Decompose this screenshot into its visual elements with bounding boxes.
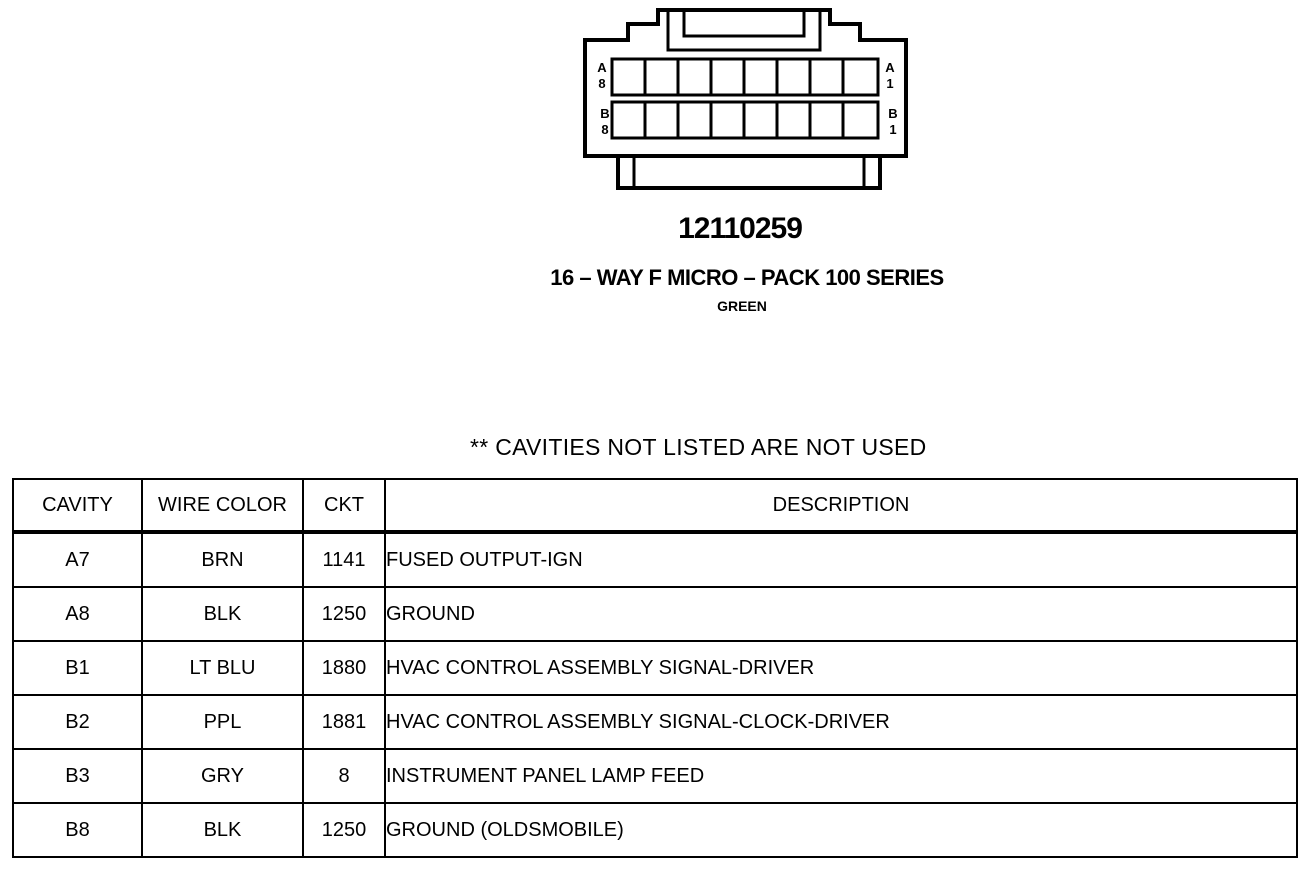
label-row-a-left-number: 8: [598, 76, 606, 91]
cell-cavity: B1: [13, 641, 142, 695]
cell-description: GROUND (OLDSMOBILE): [385, 803, 1297, 857]
label-row-b-left-letter: B: [600, 106, 610, 121]
cell-wire-color: BLK: [142, 803, 303, 857]
cell-ckt: 1141: [303, 532, 385, 587]
header-wire-color: WIRE COLOR: [142, 479, 303, 532]
cell-wire-color: BRN: [142, 532, 303, 587]
cell-ckt: 1880: [303, 641, 385, 695]
cell-wire-color: LT BLU: [142, 641, 303, 695]
connector-bottom-key: [618, 156, 880, 188]
cell-cavity: A7: [13, 532, 142, 587]
cell-description: GROUND: [385, 587, 1297, 641]
table-row: [13, 695, 1297, 749]
cell-ckt: 1250: [303, 587, 385, 641]
cell-cavity: B2: [13, 695, 142, 749]
cell-cavity: B3: [13, 749, 142, 803]
connector-part-number: 12110259: [678, 212, 802, 245]
table-row: [13, 749, 1297, 803]
label-row-a-right-letter: A: [885, 60, 895, 75]
header-description: DESCRIPTION: [385, 479, 1297, 532]
label-row-b-right-letter: B: [888, 106, 898, 121]
cavity-row-b: [612, 102, 878, 138]
connector-description: 16 – WAY F MICRO – PACK 100 SERIES: [550, 265, 944, 290]
cell-ckt: 1250: [303, 803, 385, 857]
connector-lock-tab: [668, 10, 820, 50]
label-row-b-left-number: 8: [601, 122, 609, 137]
cell-cavity: A8: [13, 587, 142, 641]
label-row-a-left-letter: A: [597, 60, 607, 75]
cell-description: HVAC CONTROL ASSEMBLY SIGNAL-CLOCK-DRIVER: [385, 695, 1297, 749]
label-row-b-right-number: 1: [889, 122, 897, 137]
label-row-a-right-number: 1: [886, 76, 894, 91]
header-ckt: CKT: [303, 479, 385, 532]
cavity-row-a: [612, 59, 878, 95]
table-row: [13, 803, 1297, 857]
cell-cavity: B8: [13, 803, 142, 857]
unused-cavities-note: ** CAVITIES NOT LISTED ARE NOT USED: [470, 434, 927, 460]
connector-color: GREEN: [717, 298, 767, 314]
pinout-table: [12, 478, 1298, 858]
cell-description: HVAC CONTROL ASSEMBLY SIGNAL-DRIVER: [385, 641, 1297, 695]
connector-face-diagram: [580, 4, 910, 194]
cell-wire-color: PPL: [142, 695, 303, 749]
table-row: [13, 641, 1297, 695]
table-row: [13, 532, 1297, 587]
cell-ckt: 1881: [303, 695, 385, 749]
cell-description: FUSED OUTPUT-IGN: [385, 532, 1297, 587]
cell-ckt: 8: [303, 749, 385, 803]
header-cavity: CAVITY: [13, 479, 142, 532]
table-row: [13, 587, 1297, 641]
cell-description: INSTRUMENT PANEL LAMP FEED: [385, 749, 1297, 803]
cell-wire-color: GRY: [142, 749, 303, 803]
cell-wire-color: BLK: [142, 587, 303, 641]
table-header-row: [13, 479, 1297, 532]
